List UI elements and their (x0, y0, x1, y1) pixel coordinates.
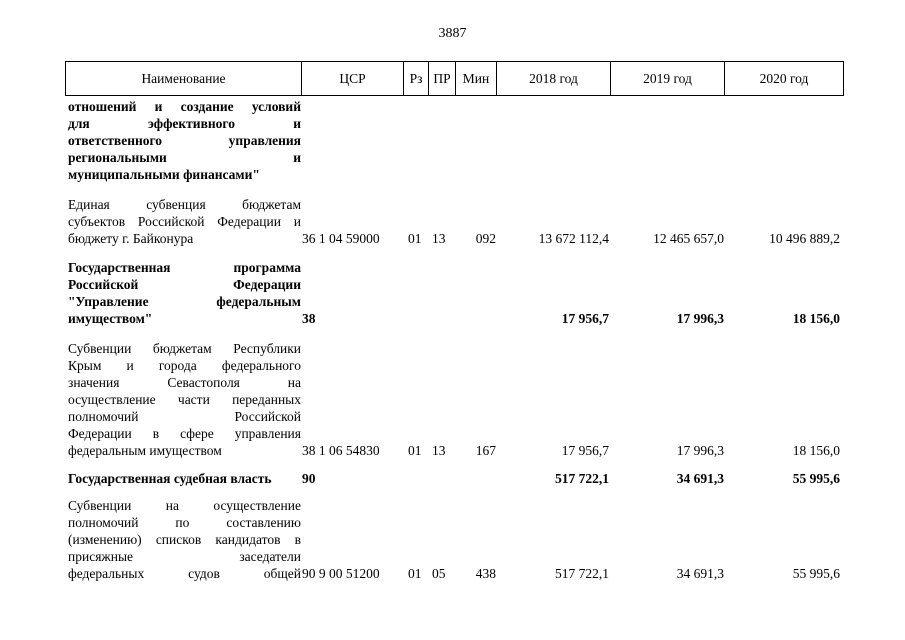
row-2018: 17 956,7 (561, 443, 609, 458)
row-2020: 55 995,6 (792, 471, 840, 486)
row-2019: 17 996,3 (676, 311, 724, 326)
row-min: 438 (475, 566, 496, 581)
row-name: Государственная судебная власть (68, 471, 272, 486)
row-name: Субвенции на осуществление полномочий по составлению (изменению) списков кандидатов в присяжные заседатели федеральных судов общей (68, 498, 301, 581)
row-2020: 10 496 889,2 (769, 231, 840, 246)
row-2019: 12 465 657,0 (653, 231, 724, 246)
row-min: 092 (475, 231, 496, 246)
row-2020: 18 156,0 (792, 443, 840, 458)
row-name: Единая субвенция бюджетам субъектов Российской Федерации и бюджету г. Байконура (68, 197, 301, 246)
header-pr: ПР (429, 62, 456, 95)
header-csr: ЦСР (302, 62, 404, 95)
row-2018: 13 672 112,4 (538, 231, 609, 246)
row-2018: 517 722,1 (555, 471, 609, 486)
header-2020: 2020 год (759, 70, 809, 86)
row-csr: 38 (302, 311, 316, 326)
row-2019: 34 691,3 (676, 471, 724, 486)
header-2019: 2019 год (611, 62, 725, 95)
row-csr: 90 (302, 471, 316, 486)
header-min: Мин (456, 62, 497, 95)
row-csr: 90 9 00 51200 (302, 566, 380, 581)
row-2020: 18 156,0 (792, 311, 840, 326)
row-pr: 13 (432, 443, 446, 458)
row-2018: 517 722,1 (555, 566, 609, 581)
header-name: Наименование (66, 62, 302, 95)
row-name: Государственная программа Российской Федерации "Управление федеральным имуществом" (68, 260, 301, 326)
row-2018: 17 956,7 (561, 311, 609, 326)
row-rz: 01 (408, 443, 422, 458)
row-name: Субвенции бюджетам Республики Крым и города федерального значения Севастополя на осуществление части переданных полномочий Российской Федерации в сфере управления федеральным имуществом (68, 341, 301, 458)
row-2019: 34 691,3 (676, 566, 724, 581)
row-2019: 17 996,3 (676, 443, 724, 458)
row-pr: 13 (432, 231, 446, 246)
row-rz: 01 (408, 566, 422, 581)
table-header (65, 61, 844, 96)
row-pr: 05 (432, 566, 446, 581)
row-name: отношений и создание условий для эффективного и ответственного управления региональными и муниципальными финансами" (68, 99, 301, 182)
row-2020: 55 995,6 (792, 566, 840, 581)
page-number: 3887 (438, 26, 467, 41)
header-2018: 2018 год (497, 62, 611, 95)
row-csr: 38 1 06 54830 (302, 443, 380, 458)
header-rz: Рз (404, 62, 429, 95)
row-rz: 01 (408, 231, 422, 246)
row-csr: 36 1 04 59000 (302, 231, 380, 246)
row-min: 167 (475, 443, 496, 458)
